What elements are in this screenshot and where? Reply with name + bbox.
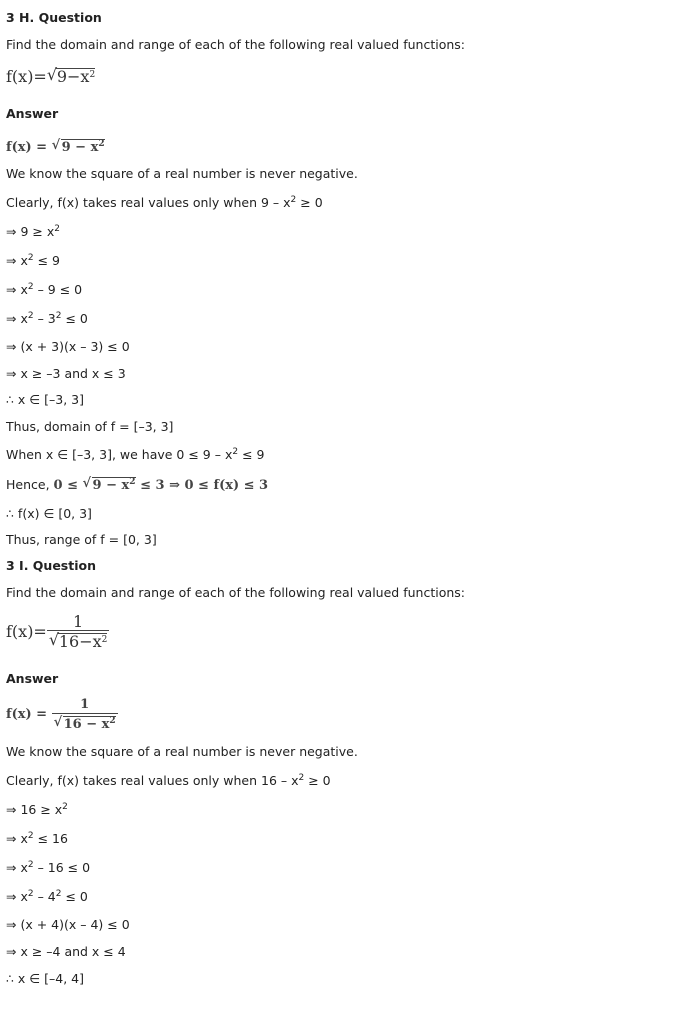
step-text: ⇒ (x + 4)(x – 4) ≤ 0 xyxy=(6,917,130,932)
step-text: Clearly, f(x) takes real values only when $9 - x^2 \ge 0$ xyxy=(6,195,323,210)
step-text: ⇒ $x^2 - 4^2 \le 0$ xyxy=(6,889,88,904)
question-heading-3i: 3 I. Question xyxy=(6,558,96,573)
question-prompt-3h: Find the domain and range of each of the following real valued functions: xyxy=(6,37,465,52)
answer-label-3h: Answer xyxy=(6,106,59,121)
step-text: We know the square of a real number is never negative. xyxy=(6,166,358,181)
question-formula-3i: f(x)= 1 √ $16-x^2$ xyxy=(6,614,109,650)
step-text: ⇒ x ≥ –3 and x ≤ 3 xyxy=(6,366,126,381)
step-text: ⇒ $x^2 \le 9$ xyxy=(6,253,60,268)
question-formula-3h: f(x)=√ $9-x^2$ xyxy=(6,68,95,85)
step-text: ⇒ x ≥ –4 and x ≤ 4 xyxy=(6,944,126,959)
step-text: ∴ x ∈ [–3, 3] xyxy=(6,392,85,407)
step-text: ⇒ $9 \ge x^2$ xyxy=(6,224,60,239)
question-prompt-3i: Find the domain and range of each of the following real valued functions: xyxy=(6,585,465,600)
step-text: ⇒ $x^2 - 3^2 \le 0$ xyxy=(6,311,88,326)
step-text: When x ∈ [–3, 3], we have $0 \le 9 - x^2 \le 9$ xyxy=(6,447,265,462)
step-text: We know the square of a real number is never negative. xyxy=(6,744,358,759)
step-text: Thus, range of f = [0, 3] xyxy=(6,532,157,547)
step-text: ⇒ $x^2 - 16 \le 0$ xyxy=(6,860,91,875)
step-text: ⇒ $x^2 - 9 \le 0$ xyxy=(6,282,83,297)
step-text: ∴ x ∈ [–4, 4] xyxy=(6,971,85,986)
answer-label-3i: Answer xyxy=(6,671,59,686)
step-text: ⇒ $16 \ge x^2$ xyxy=(6,802,68,817)
step-text: ∴ f(x) ∈ [0, 3] xyxy=(6,506,92,521)
question-heading-3h: 3 H. Question xyxy=(6,10,102,25)
step-text: ⇒ $x^2 \le 16$ xyxy=(6,831,68,846)
step-text: ⇒ (x + 3)(x – 3) ≤ 0 xyxy=(6,339,130,354)
step-text: Hence, 0 ≤ √ $9 - x^2 \le 3$ ⇒ 0 ≤ f(x) ≤ 3 xyxy=(6,477,268,494)
step-text: Thus, domain of f = [–3, 3] xyxy=(6,419,174,434)
step-text: Clearly, f(x) takes real values only when $16 - x^2 \ge 0$ xyxy=(6,773,331,788)
answer-formula-3h: f(x) = √ $9 - x^2$ xyxy=(6,139,105,156)
answer-formula-3i: f(x) = 1 √ $16 - x^2$ xyxy=(6,697,118,733)
